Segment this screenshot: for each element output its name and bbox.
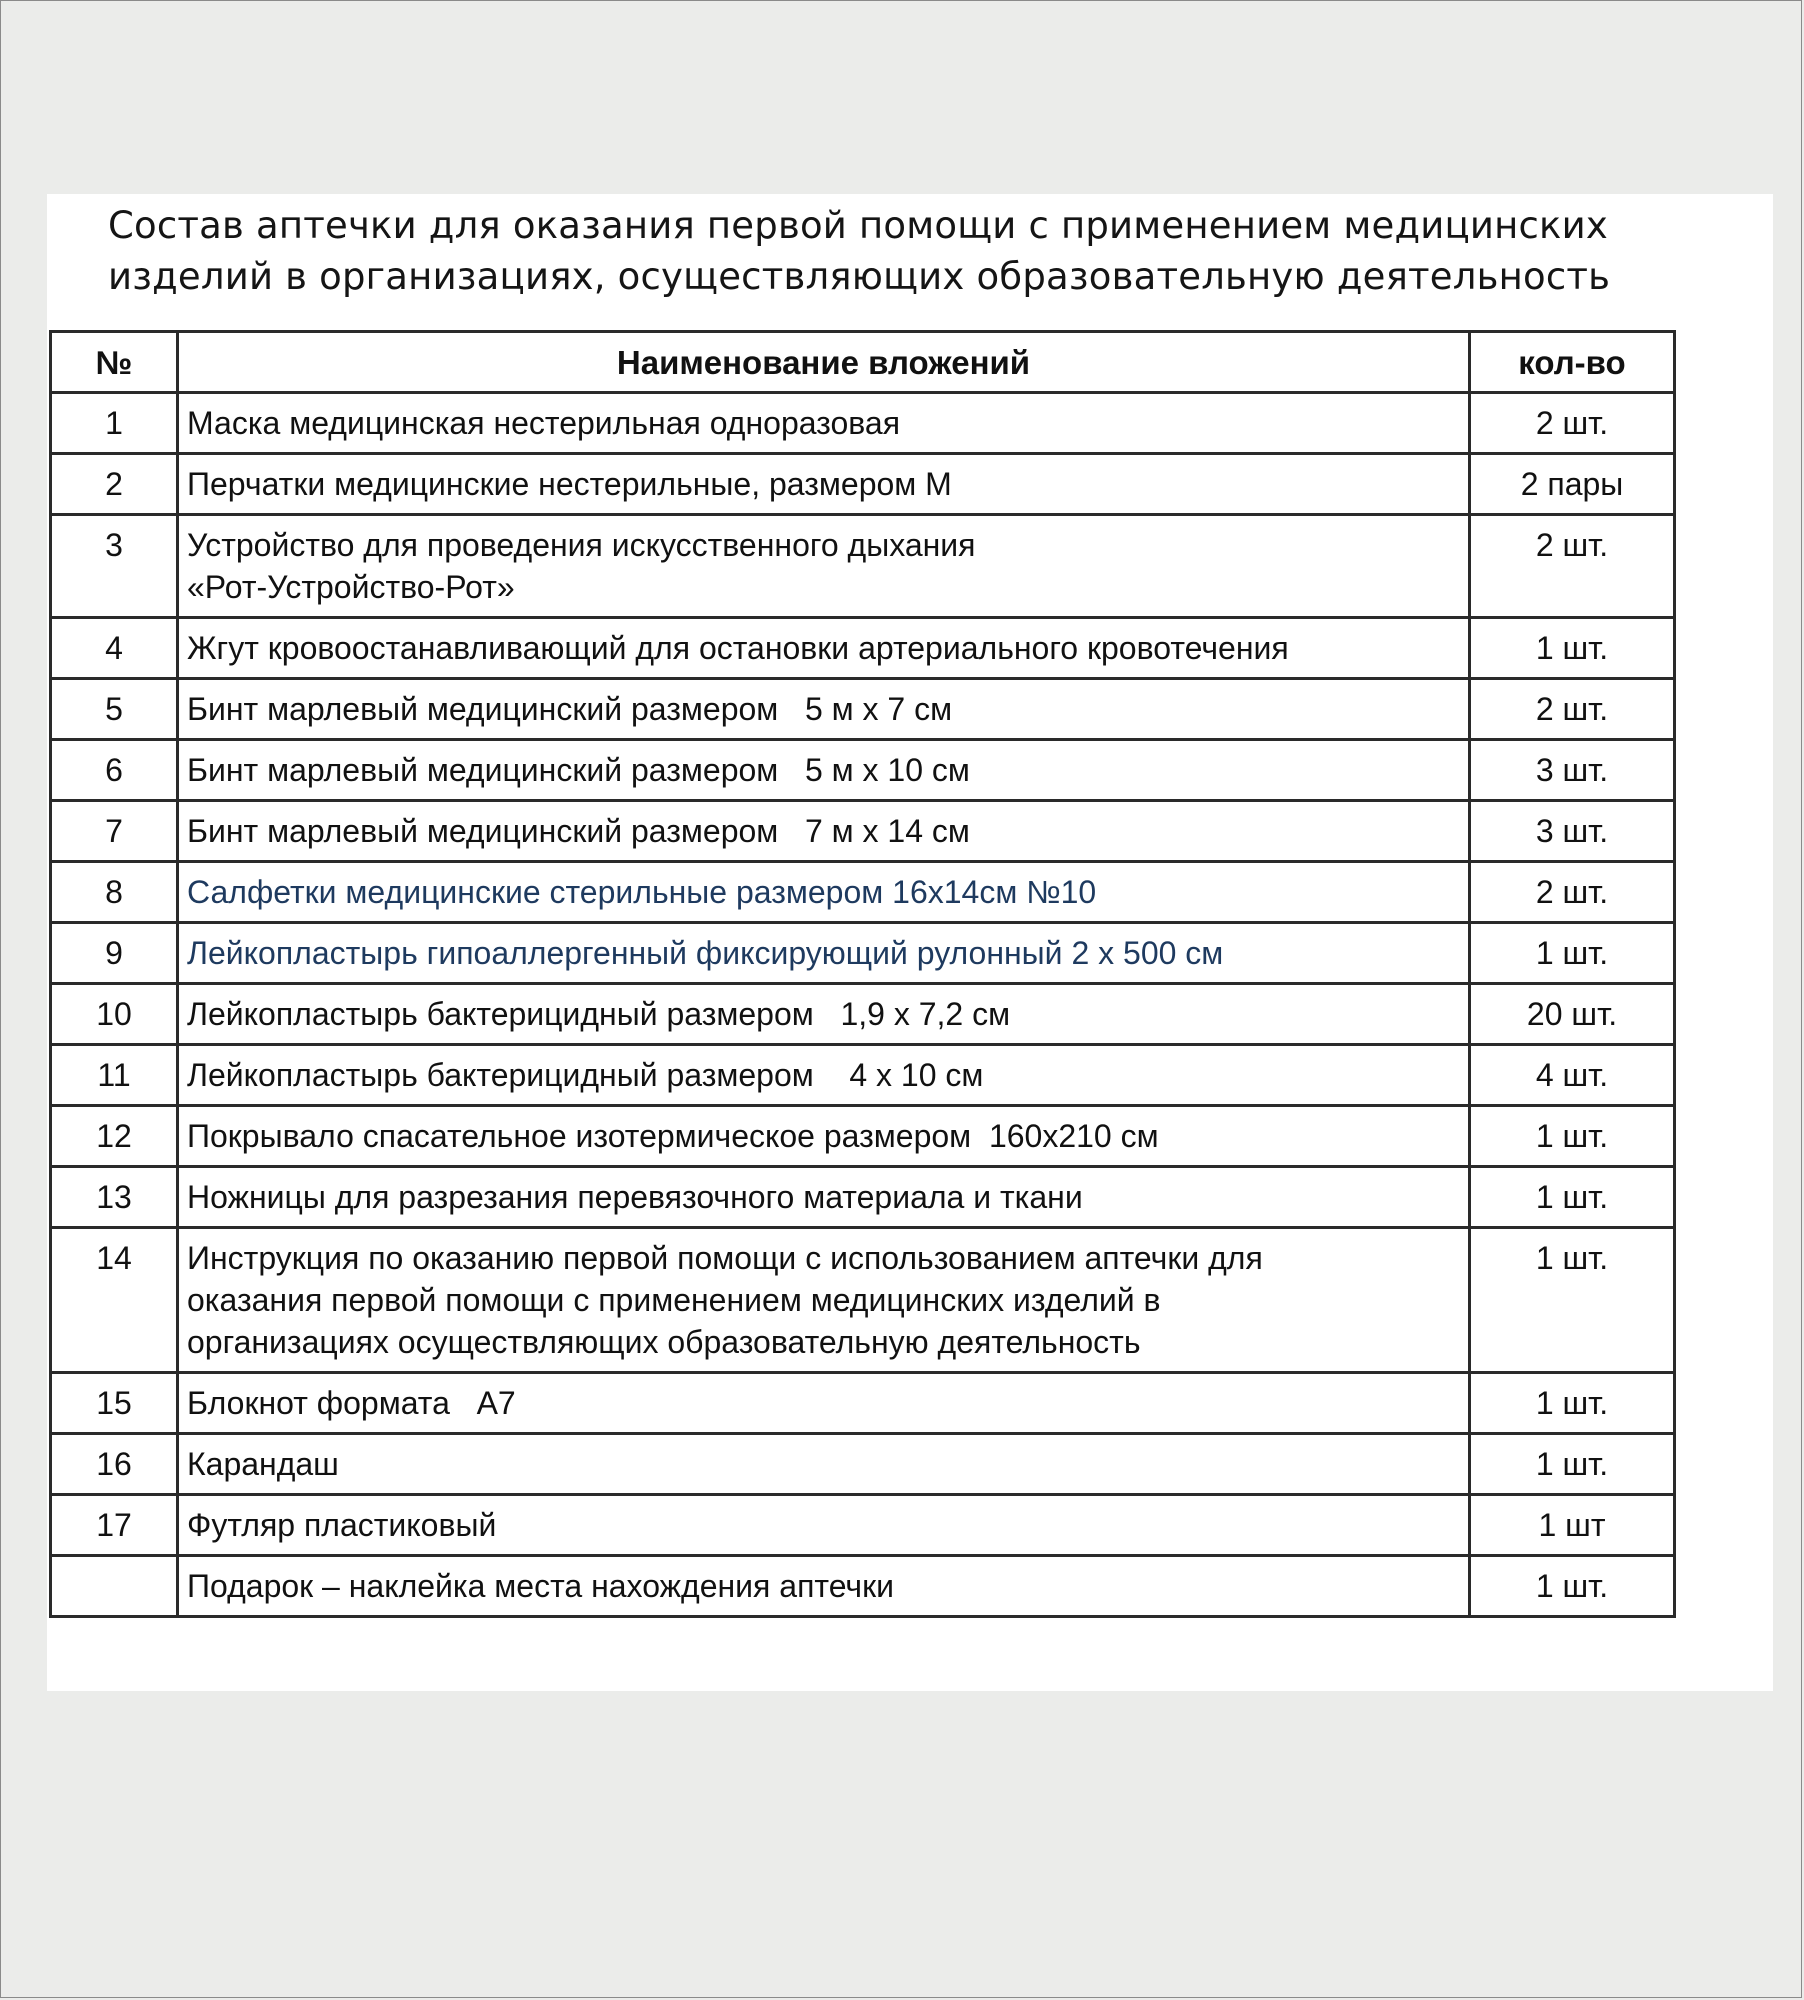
row-number: 6	[51, 740, 178, 801]
row-quantity: 2 шт.	[1470, 393, 1675, 454]
table-row	[51, 923, 1675, 984]
row-quantity: 4 шт.	[1470, 1045, 1675, 1106]
row-quantity: 1 шт	[1470, 1495, 1675, 1556]
table-row	[51, 1556, 1675, 1617]
row-quantity: 1 шт.	[1470, 1167, 1675, 1228]
row-number: 8	[51, 862, 178, 923]
row-number: 13	[51, 1167, 178, 1228]
row-quantity: 2 шт.	[1470, 679, 1675, 740]
row-name: Покрывало спасательное изотермическое размером 160х210 см	[178, 1106, 1470, 1167]
row-number: 14	[51, 1228, 178, 1373]
row-quantity: 3 шт.	[1470, 801, 1675, 862]
table-row	[51, 1373, 1675, 1434]
row-number: 12	[51, 1106, 178, 1167]
row-name: Маска медицинская нестерильная одноразовая	[178, 393, 1470, 454]
row-number: 11	[51, 1045, 178, 1106]
row-name: Лейкопластырь гипоаллергенный фиксирующий рулонный 2 х 500 см	[178, 923, 1470, 984]
row-number	[51, 1556, 178, 1617]
row-name: Блокнот формата А7	[178, 1373, 1470, 1434]
row-name: Футляр пластиковый	[178, 1495, 1470, 1556]
row-number: 4	[51, 618, 178, 679]
row-number: 3	[51, 515, 178, 618]
header-quantity: кол-во	[1470, 332, 1675, 393]
row-quantity: 20 шт.	[1470, 984, 1675, 1045]
row-name: Лейкопластырь бактерицидный размером 4 х 10 см	[178, 1045, 1470, 1106]
row-quantity: 2 шт.	[1470, 515, 1675, 618]
table-row	[51, 801, 1675, 862]
row-name: Перчатки медицинские нестерильные, размером М	[178, 454, 1470, 515]
row-name: Лейкопластырь бактерицидный размером 1,9 х 7,2 см	[178, 984, 1470, 1045]
row-number: 2	[51, 454, 178, 515]
row-number: 9	[51, 923, 178, 984]
table-row	[51, 1228, 1675, 1373]
row-name: Салфетки медицинские стерильные размером 16х14см №10	[178, 862, 1470, 923]
row-name: Инструкция по оказанию первой помощи с использованием аптечки для оказания первой помощи с применением медицинских изделий в организациях осуществляющих образовательную деятельность	[178, 1228, 1470, 1373]
row-number: 7	[51, 801, 178, 862]
row-name: Жгут кровоостанавливающий для остановки артериального кровотечения	[178, 618, 1470, 679]
row-quantity: 2 пары	[1470, 454, 1675, 515]
table-row	[51, 1045, 1675, 1106]
table-row	[51, 393, 1675, 454]
row-quantity: 1 шт.	[1470, 1373, 1675, 1434]
table-row	[51, 1106, 1675, 1167]
row-quantity: 1 шт.	[1470, 1228, 1675, 1373]
table-row	[51, 862, 1675, 923]
row-name: Бинт марлевый медицинский размером 7 м х 14 см	[178, 801, 1470, 862]
row-quantity: 1 шт.	[1470, 923, 1675, 984]
table-row	[51, 1434, 1675, 1495]
row-quantity: 1 шт.	[1470, 618, 1675, 679]
row-name: Подарок – наклейка места нахождения аптечки	[178, 1556, 1470, 1617]
table-row	[51, 984, 1675, 1045]
row-number: 15	[51, 1373, 178, 1434]
document-title	[108, 200, 1668, 302]
table-row	[51, 618, 1675, 679]
table-row	[51, 1495, 1675, 1556]
row-quantity: 1 шт.	[1470, 1556, 1675, 1617]
row-name: Карандаш	[178, 1434, 1470, 1495]
header-name: Наименование вложений	[178, 332, 1470, 393]
row-number: 16	[51, 1434, 178, 1495]
document-title-line-2: изделий в организациях, осуществляющих образовательную деятельность	[108, 255, 1611, 298]
table-row	[51, 1167, 1675, 1228]
row-quantity: 3 шт.	[1470, 740, 1675, 801]
row-name: Бинт марлевый медицинский размером 5 м х 10 см	[178, 740, 1470, 801]
table-row	[51, 679, 1675, 740]
table-row	[51, 740, 1675, 801]
row-number: 1	[51, 393, 178, 454]
row-quantity: 2 шт.	[1470, 862, 1675, 923]
row-name: Ножницы для разрезания перевязочного материала и ткани	[178, 1167, 1470, 1228]
row-number: 5	[51, 679, 178, 740]
header-number: №	[51, 332, 178, 393]
table-row	[51, 454, 1675, 515]
row-quantity: 1 шт.	[1470, 1434, 1675, 1495]
row-number: 17	[51, 1495, 178, 1556]
kit-contents-table	[49, 330, 1676, 1618]
row-quantity: 1 шт.	[1470, 1106, 1675, 1167]
table-row	[51, 515, 1675, 618]
document-title-line-1: Состав аптечки для оказания первой помощи с применением медицинских	[108, 204, 1608, 247]
row-name: Бинт марлевый медицинский размером 5 м х 7 см	[178, 679, 1470, 740]
row-name: Устройство для проведения искусственного дыхания «Рот-Устройство-Рот»	[178, 515, 1470, 618]
table-header-row	[51, 332, 1675, 393]
row-number: 10	[51, 984, 178, 1045]
